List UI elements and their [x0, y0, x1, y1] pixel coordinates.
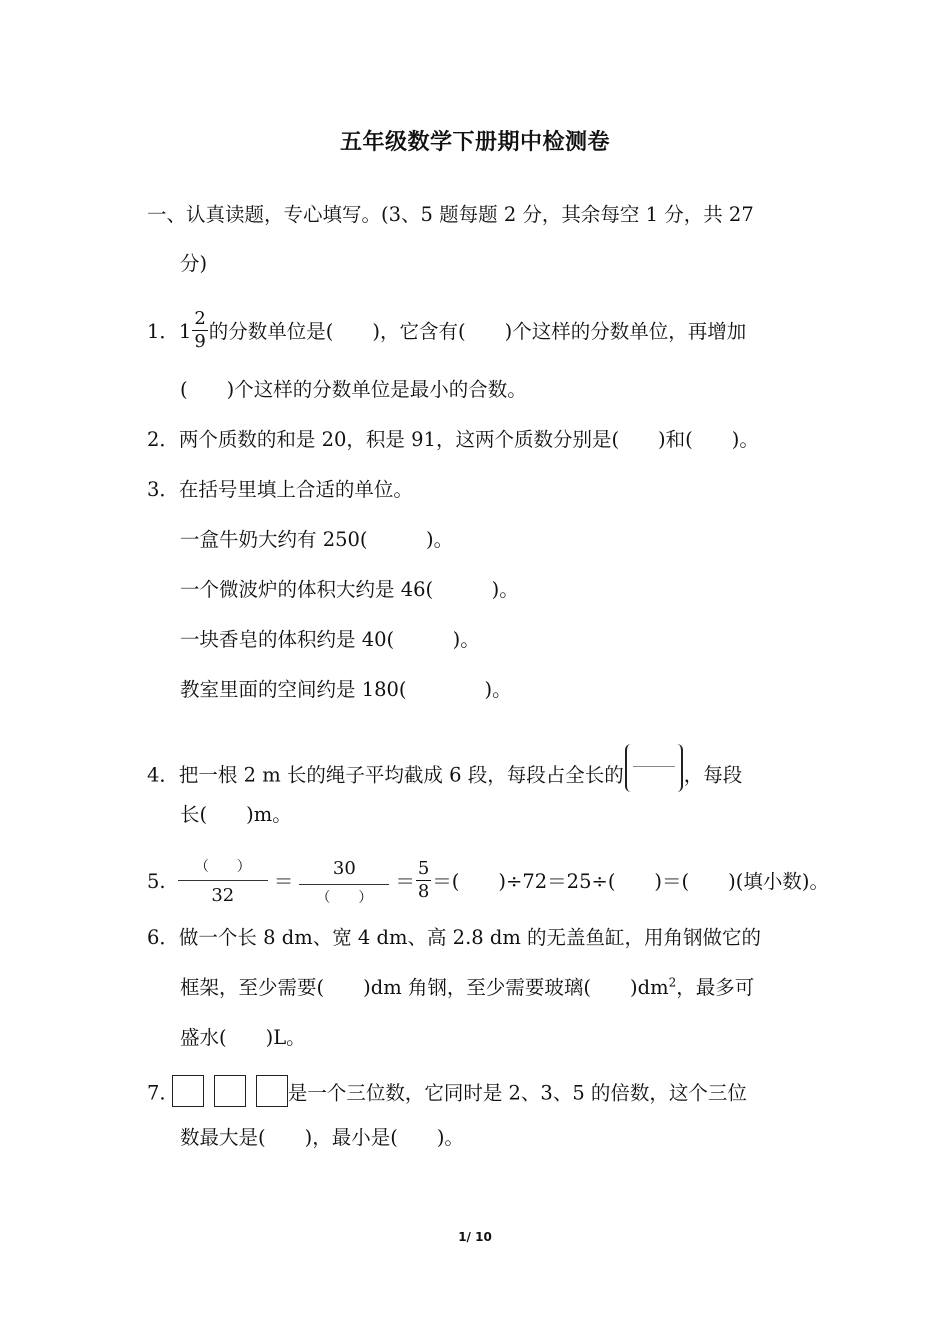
fraction-answer-bracket [625, 744, 683, 792]
question-text: ，每段 [683, 763, 743, 787]
question-number: 7. [147, 1081, 166, 1105]
page-number: 1/ 10 [458, 1230, 492, 1244]
question-number: 2． [147, 428, 179, 451]
question-1 [147, 308, 747, 353]
fraction-numerator: 5 [417, 858, 430, 879]
question-7 [147, 1078, 747, 1110]
section-heading: 一、认真读题，专心填写。(3、5 题每题 2 分，其余每空 1 分，共 27 [147, 203, 754, 226]
question-1-cont: ( )个这样的分数单位是最小的合数。 [180, 378, 527, 401]
question-text: 做一个长 8 dm、宽 4 dm、高 2.8 dm 的无盖鱼缸，用角钢做它的 [178, 926, 762, 949]
fraction-denominator: 9 [194, 331, 206, 352]
equals-sign: ＝ [273, 870, 294, 893]
q3-item: 一个微波炉的体积大约是 46( )。 [180, 578, 519, 601]
question-6-cont [180, 973, 754, 1003]
fraction-numerator: （ ） [194, 859, 251, 875]
question-5 [147, 860, 829, 905]
digit-box [172, 1075, 204, 1107]
question-number: 1． [147, 320, 179, 343]
equals-sign: ＝ [395, 870, 415, 893]
digit-boxes [172, 1082, 288, 1105]
question-6-cont: 盛水( )L。 [180, 1026, 306, 1049]
fraction-denominator: （ ） [299, 884, 389, 905]
digit-box [214, 1075, 246, 1107]
question-4-cont: 长( )m。 [180, 803, 292, 826]
question-text: 的分数单位是( )，它含有( )个这样的分数单位，再增加 [208, 320, 747, 343]
question-number: 3． [147, 478, 179, 501]
section-heading-cont: 分) [180, 252, 208, 275]
mixed-number-whole: 1 [178, 320, 192, 343]
fraction-denominator: 32 [178, 880, 268, 905]
question-2 [147, 425, 759, 455]
question-3 [147, 475, 413, 505]
q3-item: 教室里面的空间约是 180( )。 [180, 678, 512, 701]
question-text: 两个质数的和是 20，积是 91，这两个质数分别是( )和( )。 [178, 428, 759, 451]
page-title: 五年级数学下册期中检测卷 [339, 130, 610, 155]
fraction [299, 860, 389, 905]
question-text: 是一个三位数，它同时是 2、3、5 的倍数，这个三位 [287, 1081, 747, 1105]
question-text: 框架，至少需要( )dm 角钢，至少需要玻璃( )dm [180, 976, 669, 999]
fraction [178, 860, 268, 905]
question-number: 6． [147, 926, 179, 949]
question-number: 5. [147, 870, 166, 893]
question-text: ＝( )÷72＝25÷( )＝( )(填小数)。 [432, 870, 829, 893]
question-number: 4． [147, 763, 179, 787]
superscript: 2 [668, 975, 677, 990]
fraction [416, 860, 431, 901]
q3-item: 一块香皂的体积约是 40( )。 [180, 628, 480, 651]
question-4 [147, 752, 742, 800]
fraction-numerator: 30 [332, 858, 356, 879]
question-6 [147, 923, 761, 953]
question-text: 把一根 2 m 长的绳子平均截成 6 段，每段占全长的 [178, 763, 624, 787]
question-text: 在括号里填上合适的单位。 [178, 478, 413, 501]
fraction-denominator: 8 [417, 881, 430, 902]
digit-box [256, 1075, 288, 1107]
fraction-numerator: 2 [194, 308, 206, 329]
question-text: ，最多可 [676, 976, 755, 999]
fraction [192, 310, 207, 351]
question-7-cont: 数最大是( )，最小是( )。 [180, 1126, 464, 1149]
q3-item: 一盒牛奶大约有 250( )。 [180, 528, 454, 551]
